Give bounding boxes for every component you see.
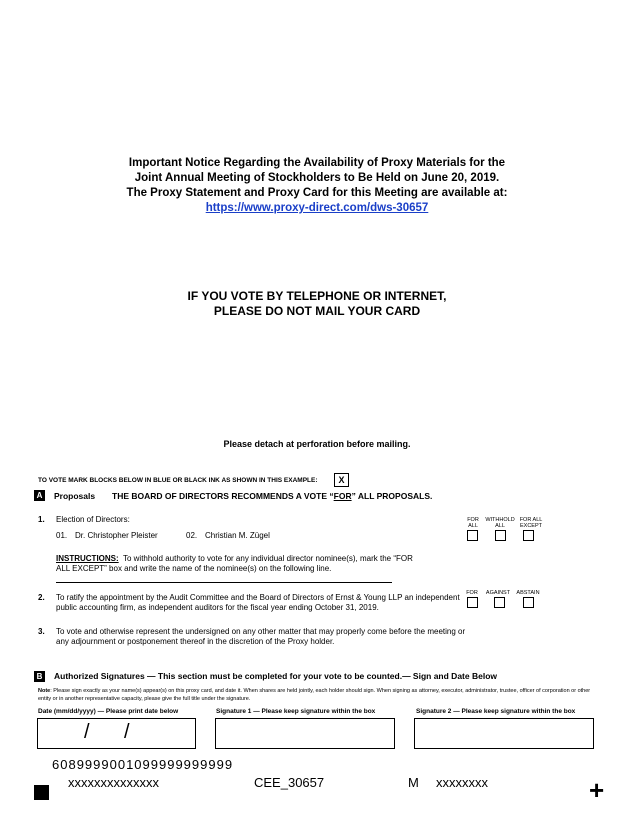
note-text: : Please sign exactly as your name(s) appear(s) on this proxy card, and date it. When shares are held jointly, each holder should sign. When signing as attorney, executor, administrator, trustee, officer of corporation or other entity or in another representative capacity, please give the full title under the signature. bbox=[38, 688, 591, 702]
signature-1-box[interactable] bbox=[215, 718, 395, 749]
date-separator-2: / bbox=[124, 721, 130, 743]
signature-2-label: Signature 2 — Please keep signature within the box bbox=[416, 708, 576, 715]
telephone-notice-line-2: PLEASE DO NOT MAIL YOUR CARD bbox=[213, 304, 421, 318]
notice-line-2: Joint Annual Meeting of Stockholders to Be Held on June 20, 2019. bbox=[134, 172, 500, 184]
vote-example-text: TO VOTE MARK BLOCKS BELOW IN BLUE OR BLACK INK AS SHOWN IN THIS EXAMPLE: bbox=[38, 477, 318, 484]
signature-2-box[interactable] bbox=[414, 718, 594, 749]
proposal-2-text: To ratify the appointment by the Audit Committee and the Board of Directors of Ernst & Young LLP an independent public accounting firm, as independent auditors for the fiscal year ending October 31, 2019. bbox=[56, 593, 460, 612]
availability-notice bbox=[0, 156, 634, 216]
board-recommendation bbox=[112, 491, 432, 501]
proxy-materials-link[interactable]: https://www.proxy-direct.com/dws-30657 bbox=[205, 202, 429, 214]
section-a-title: Proposals bbox=[54, 491, 96, 501]
header-for-all-except: FOR ALL EXCEPT bbox=[519, 517, 543, 529]
telephone-notice-line-1: IF YOU VOTE BY TELEPHONE OR INTERNET, bbox=[187, 289, 447, 303]
header-against: AGAINST bbox=[485, 590, 511, 596]
nominee-02-number: 02. bbox=[186, 531, 198, 540]
code-left: xxxxxxxxxxxxxx bbox=[68, 775, 159, 790]
withhold-instructions: INSTRUCTIONS: To withhold authority to vote for any individual director nominee(s), mark the “FOR ALL EXCEPT” box and write the name of the nominee(s) on the following line. bbox=[56, 554, 413, 573]
checkbox-for[interactable] bbox=[467, 597, 478, 608]
code-center: CEE_30657 bbox=[254, 775, 325, 790]
recommendation-prefix: THE BOARD OF DIRECTORS RECOMMENDS A VOTE “ bbox=[112, 491, 334, 501]
recommendation-for: FOR bbox=[333, 491, 352, 501]
header-withhold-all: WITHHOLD ALL bbox=[485, 517, 515, 529]
signature-1-label: Signature 1 — Please keep signature within the box bbox=[216, 708, 376, 715]
notice-line-1: Important Notice Regarding the Availability of Proxy Materials for the bbox=[128, 157, 506, 169]
header-abstain: ABSTAIN bbox=[516, 590, 540, 596]
checkbox-for-all[interactable] bbox=[467, 530, 478, 541]
nominee-exception-line[interactable] bbox=[56, 582, 392, 583]
section-b-badge: B bbox=[34, 671, 45, 682]
notice-line-3: The Proxy Statement and Proxy Card for this Meeting are available at: bbox=[126, 187, 508, 199]
detach-instruction: Please detach at perforation before mailing. bbox=[223, 439, 411, 449]
section-a-badge: A bbox=[34, 490, 45, 501]
recommendation-suffix: ” ALL PROPOSALS. bbox=[351, 491, 433, 501]
nominee-01-number: 01. bbox=[56, 531, 68, 540]
code-m: M bbox=[408, 775, 419, 790]
proposal-2-number: 2. bbox=[38, 593, 45, 602]
proposal-1-text: Election of Directors: bbox=[56, 515, 130, 524]
header-for: FOR bbox=[466, 590, 478, 596]
telephone-notice bbox=[0, 289, 634, 319]
code-right: xxxxxxxx bbox=[436, 775, 488, 790]
date-input-box[interactable] bbox=[37, 718, 196, 749]
checkbox-for-all-except[interactable] bbox=[523, 530, 534, 541]
signature-note bbox=[38, 687, 598, 703]
barcode-number: 6089999001099999999999 bbox=[52, 757, 234, 772]
nominee-01-name: Dr. Christopher Pleister bbox=[75, 531, 158, 540]
header-for-all: FOR ALL bbox=[467, 517, 479, 529]
checkbox-withhold-all[interactable] bbox=[495, 530, 506, 541]
checkbox-abstain[interactable] bbox=[523, 597, 534, 608]
nominee-02-name: Christian M. Zügel bbox=[205, 531, 270, 540]
section-b-title: Authorized Signatures — This section must be completed for your vote to be counted.— Sign and Date Below bbox=[54, 671, 497, 681]
vote-example-mark: X bbox=[334, 473, 349, 487]
date-separator-1: / bbox=[84, 721, 90, 743]
note-label: Note bbox=[38, 688, 51, 694]
registration-mark-square bbox=[34, 785, 49, 800]
proposal-3-text: To vote and otherwise represent the undersigned on any other matter that may properly come before the meeting or any adjournment or postponement thereof in the discretion of the Proxy holder. bbox=[56, 627, 466, 646]
date-label: Date (mm/dd/yyyy) — Please print date below bbox=[38, 708, 179, 715]
checkbox-against[interactable] bbox=[494, 597, 505, 608]
registration-mark-plus: + bbox=[589, 775, 605, 805]
instructions-label: INSTRUCTIONS: bbox=[56, 554, 119, 563]
proposal-3-number: 3. bbox=[38, 627, 45, 636]
proposal-1-number: 1. bbox=[38, 515, 45, 524]
